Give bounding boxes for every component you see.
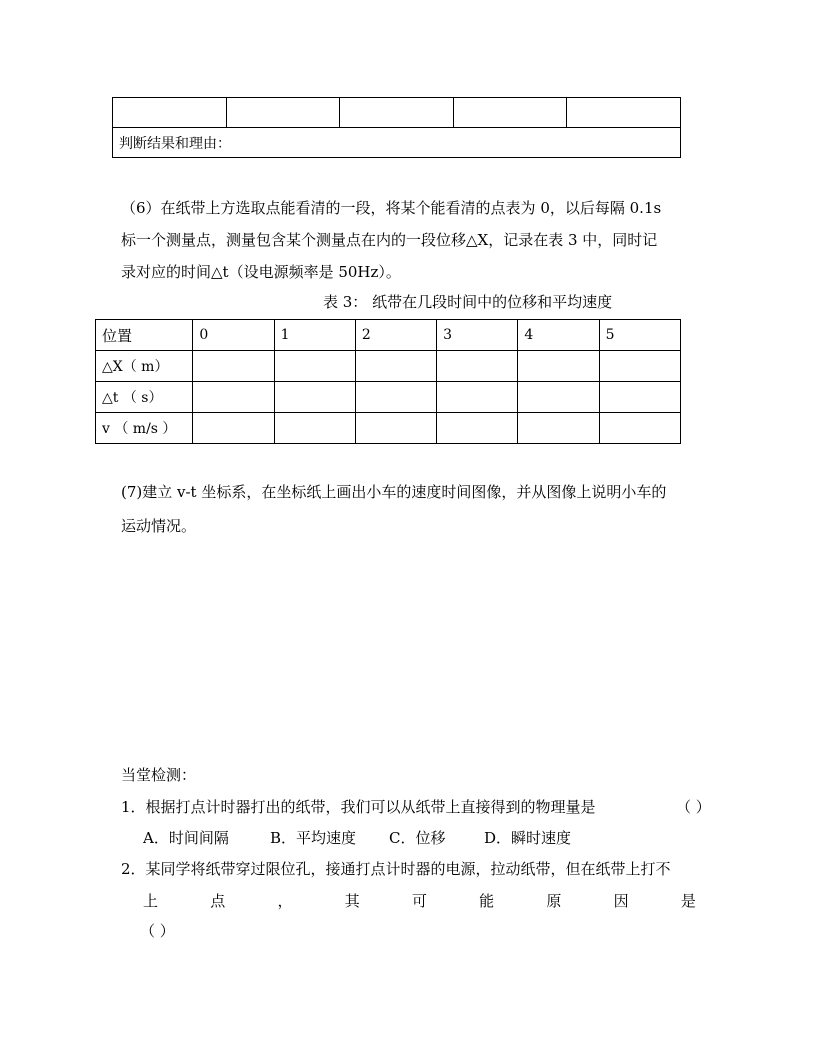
table-cell — [518, 351, 599, 382]
q2-char: 能 — [479, 892, 495, 910]
table-header-cell: 位置 — [96, 320, 193, 351]
table-cell — [274, 382, 355, 413]
question-1-bracket: （ ） — [676, 798, 711, 816]
table-row — [96, 351, 681, 382]
row-label: △Χ（ m） — [96, 351, 193, 382]
table-cell — [355, 413, 436, 444]
table-cell — [355, 382, 436, 413]
table-header-cell: 5 — [599, 320, 680, 351]
table-cell — [453, 98, 567, 128]
table-cell — [193, 382, 274, 413]
table-cell — [518, 382, 599, 413]
table-cell — [113, 98, 227, 128]
table-cell — [437, 413, 518, 444]
q2-char: 因 — [613, 892, 629, 910]
table-cell — [340, 98, 454, 128]
option-c: C．位移 — [389, 829, 446, 847]
question-1: 1．根据打点计时器打出的纸带，我们可以从纸带上直接得到的物理量是 — [121, 798, 596, 816]
table-header-cell: 1 — [274, 320, 355, 351]
q2-char: 可 — [411, 892, 427, 910]
table-cell — [193, 351, 274, 382]
table-cell — [193, 413, 274, 444]
q2-char: 点 — [210, 892, 226, 910]
q2-char: 原 — [546, 892, 562, 910]
question-2: 2．某同学将纸带穿过限位孔，接通打点计时器的电源，拉动纸带，但在纸带上打不 — [121, 860, 671, 878]
table-cell — [567, 98, 681, 128]
table-row — [96, 413, 681, 444]
step7-line: 运动情况。 — [121, 517, 197, 535]
table-header-cell: 0 — [193, 320, 274, 351]
q2-char: 是 — [680, 892, 696, 910]
table-cell — [599, 382, 680, 413]
table-row — [113, 128, 681, 158]
option-d: D．瞬时速度 — [484, 829, 572, 847]
table-cell — [355, 351, 436, 382]
table3-caption: 表 3： 纸带在几段时间中的位移和平均速度 — [323, 293, 613, 311]
judgement-table — [112, 97, 681, 158]
option-b: B．平均速度 — [270, 829, 357, 847]
q2-char: ， — [277, 892, 293, 910]
table-cell — [599, 351, 680, 382]
q2-char: 上 — [143, 892, 159, 910]
row-label: △t （ s） — [96, 382, 193, 413]
q2-char: 其 — [344, 892, 360, 910]
table3 — [95, 319, 681, 444]
quiz-title: 当堂检测： — [121, 766, 197, 784]
table-cell — [274, 351, 355, 382]
table-cell — [226, 98, 340, 128]
step7-line: (7)建立 v-t 坐标系，在坐标纸上画出小车的速度时间图像，并从图像上说明小车的 — [121, 483, 667, 501]
step6-paragraph — [121, 198, 661, 294]
option-a: A．时间间隔 — [143, 829, 229, 847]
step6-line: 标一个测量点，测量包含某个测量点在内的一段位移△Χ，记录在表 3 中，同时记 — [121, 231, 658, 249]
row-label: v （ m/s ） — [96, 413, 193, 444]
table-row — [96, 382, 681, 413]
table-header-cell: 3 — [437, 320, 518, 351]
judgement-label: 判断结果和理由： — [113, 128, 681, 158]
table-cell — [437, 382, 518, 413]
step7-paragraph — [121, 482, 666, 550]
table-cell — [599, 413, 680, 444]
question-2-line2 — [143, 891, 696, 911]
table-cell — [437, 351, 518, 382]
table-cell — [274, 413, 355, 444]
table-header-cell: 4 — [518, 320, 599, 351]
step6-line: （6）在纸带上方选取点能看清的一段，将某个能看清的点表为 0，以后每隔 0.1s — [121, 199, 662, 217]
step6-line: 录对应的时间△t（设电源频率是 50Hz）。 — [121, 263, 401, 281]
table-row — [96, 320, 681, 351]
table-header-cell: 2 — [355, 320, 436, 351]
question-2-bracket: （ ） — [140, 922, 175, 940]
table-cell — [518, 413, 599, 444]
table-row — [113, 98, 681, 128]
